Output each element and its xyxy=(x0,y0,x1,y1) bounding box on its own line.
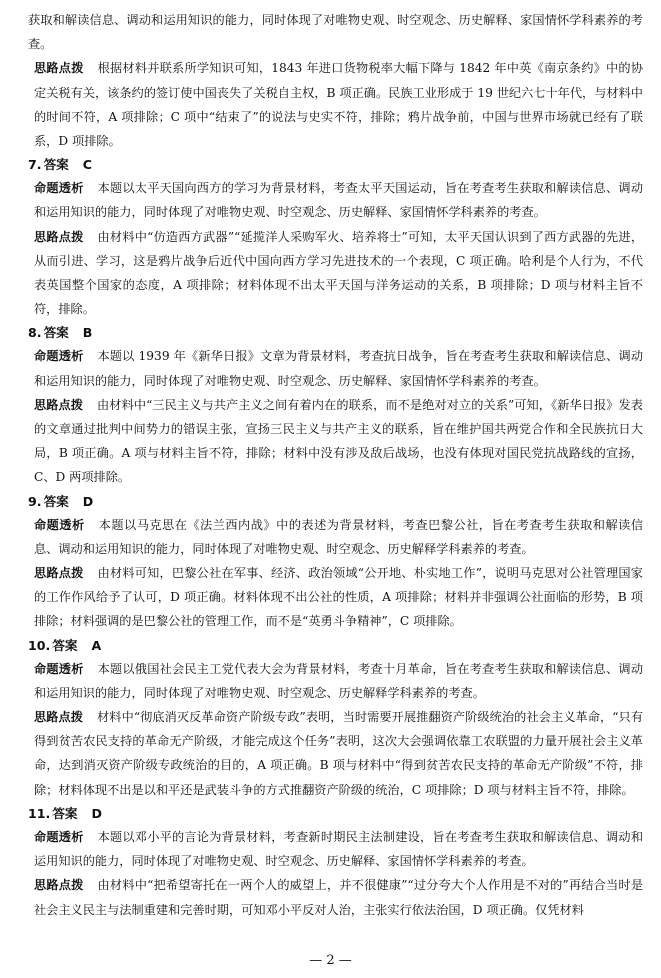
page-number: — 2 — xyxy=(309,953,352,968)
q11-intent-label: 命题透析 xyxy=(34,829,84,844)
q11-answer-line xyxy=(28,802,643,825)
q7-intent xyxy=(28,176,643,224)
q6-analysis-text: 根据材料并联系所学知识可知，1843 年进口货物税率大幅下降与 1842 年中英《南京条约》中的协定关税有关，该条约的签订使中国丧失了关税自主权，B 项正确。民族工业形成于 19 世纪六七十年代，与材料中的时间不符，A 项排除；C 项中“结束了”的说法与史实不符，排除；鸦片战争前，中国与世界市场就已经有了联系，D 项排除。 xyxy=(34,61,644,149)
q10-answer-label: 答案 xyxy=(52,637,78,653)
q8-analysis-text: 由材料中“三民主义与共产主义之间有着内在的联系，而不是绝对对立的关系”可知，《新华日报》发表的文章通过批判中间势力的错误主张，宣扬三民主义与共产主义的联系，旨在维护国共两党合作和全民族抗日大局，B 项正确。A 项与材料主旨不符，排除；材料中没有涉及敌后战场，也没有体现对国民党抗战路线的宣扬，C、D 两项排除。 xyxy=(34,397,643,485)
q9-analysis xyxy=(28,561,643,634)
q8-analysis xyxy=(28,393,643,490)
q9-intent xyxy=(28,513,643,561)
q7-intent-text: 本题以太平天国向西方的学习为背景材料，考查太平天国运动，旨在考查考生获取和解读信息、调动和运用知识的能力，同时体现了对唯物史观、时空观念、历史解释、家国情怀学科素养的考查。 xyxy=(34,181,644,220)
q10-analysis xyxy=(28,705,643,802)
q9-intent-text: 本题以马克思在《法兰西内战》中的表述为背景材料，考查巴黎公社，旨在考查考生获取和解读信息、调动和运用知识的能力，同时体现了对唯物史观、时空观念、历史解释学科素养的考查。 xyxy=(34,517,644,556)
q9-number: 9. xyxy=(28,493,42,509)
q8-number: 8. xyxy=(28,325,42,341)
q10-intent xyxy=(28,657,643,705)
q11-answer-label: 答案 xyxy=(52,805,78,821)
q11-answer-value: D xyxy=(91,805,102,821)
q8-answer-label: 答案 xyxy=(43,325,69,341)
q9-intent-label: 命题透析 xyxy=(34,517,85,532)
q10-analysis-label: 思路点拨 xyxy=(34,710,84,725)
q10-analysis-text: 材料中“彻底消灭反革命资产阶级专政”表明，当时需要开展推翻资产阶级统治的社会主义革命，“只有得到贫苦农民支持的革命无产阶级，才能完成这个任务”表明，这次大会强调依靠工农联盟的力量开展社会主义革命，达到消灭资产阶级专政统治的目的，A 项正确。B 项与材料中“得到贫苦农民支持的革命无产阶级”不符，排除；材料体现不出是以和平还是武装斗争的方式推翻资产阶级的统治，C 项排除；D 项与材料主旨不符，排除。 xyxy=(34,710,644,797)
q7-analysis-label: 思路点拨 xyxy=(34,229,84,244)
q10-answer-value: A xyxy=(91,637,102,653)
q8-analysis-label: 思路点拨 xyxy=(34,397,84,412)
q7-answer-line xyxy=(28,153,643,176)
q8-intent-text: 本题以 1939 年《新华日报》文章为背景材料，考查抗日战争，旨在考查考生获取和解读信息、调动和运用知识的能力，同时体现了对唯物史观、时空观念、历史解释、家国情怀学科素养的考查。 xyxy=(34,349,644,388)
q7-answer-value: C xyxy=(82,157,92,173)
intro-text: 获取和解读信息、调动和运用知识的能力，同时体现了对唯物史观、时空观念、历史解释、家国情怀学科素养的考查。 xyxy=(28,13,643,52)
q11-number: 11. xyxy=(28,805,51,821)
q11-analysis-label: 思路点拨 xyxy=(34,878,84,893)
q11-analysis-text: 由材料中“把希望寄托在一两个人的威望上，并不很健康”“过分夸大个人作用是不对的”再结合当时是社会主义民主与法制重建和完善时期，可知邓小平反对人治，主张实行依法治国，D 项正确。仅凭材料 xyxy=(34,878,644,917)
q6-analysis-label: 思路点拨 xyxy=(34,61,84,76)
q9-answer-value: D xyxy=(82,493,94,509)
q6-analysis xyxy=(28,56,643,153)
q10-intent-label: 命题透析 xyxy=(34,661,84,676)
q7-analysis-text: 由材料中“仿造西方武器”“延揽洋人采购军火、培养将士”可知，太平天国认识到了西方武器的先进，从而引进、学习，这是鸦片战争后近代中国向西方学习先进技术的一个表现，C 项正确。哈利是个人行为，不代表英国整个国家的态度，A 项排除；材料体现不出太平天国与洋务运动的关系，B 项排除；D 项与材料主旨不符，排除。 xyxy=(34,229,644,317)
q9-answer-line xyxy=(28,490,643,513)
q11-analysis xyxy=(28,873,643,921)
q10-answer-line xyxy=(28,634,643,657)
q11-intent-text: 本题以邓小平的言论为背景材料，考查新时期民主法制建设，旨在考查考生获取和解读信息、调动和运用知识的能力，同时体现了对唯物史观、时空观念、历史解释、家国情怀学科素养的考查。 xyxy=(34,829,644,869)
q7-number: 7. xyxy=(28,157,42,173)
q10-number: 10. xyxy=(28,637,51,653)
q8-answer-value: B xyxy=(82,325,93,341)
q10-intent-text: 本题以俄国社会民主工党代表大会为背景材料，考查十月革命，旨在考查考生获取和解读信息、调动和运用知识的能力，同时体现了对唯物史观、时空观念、历史解释学科素养的考查。 xyxy=(34,661,644,700)
q9-answer-label: 答案 xyxy=(43,493,69,509)
q11-intent xyxy=(28,825,643,873)
q8-intent-label: 命题透析 xyxy=(34,349,84,364)
q9-analysis-label: 思路点拨 xyxy=(34,566,84,581)
q7-analysis xyxy=(28,225,643,322)
q7-answer-label: 答案 xyxy=(43,157,69,173)
q7-intent-label: 命题透析 xyxy=(34,181,84,196)
q8-intent xyxy=(28,344,643,392)
q9-analysis-text: 由材料可知，巴黎公社在军事、经济、政治领域“公开地、朴实地工作”，说明马克思对公社管理国家的工作作风给予了认可，D 项正确。材料体现不出公社的性质，A 项排除；材料并非强调公社面临的形势，B 项排除；材料强调的是巴黎公社的管理工作，而不是“英勇斗争精神”，C 项排除。 xyxy=(34,566,643,629)
q8-answer-line xyxy=(28,321,643,344)
